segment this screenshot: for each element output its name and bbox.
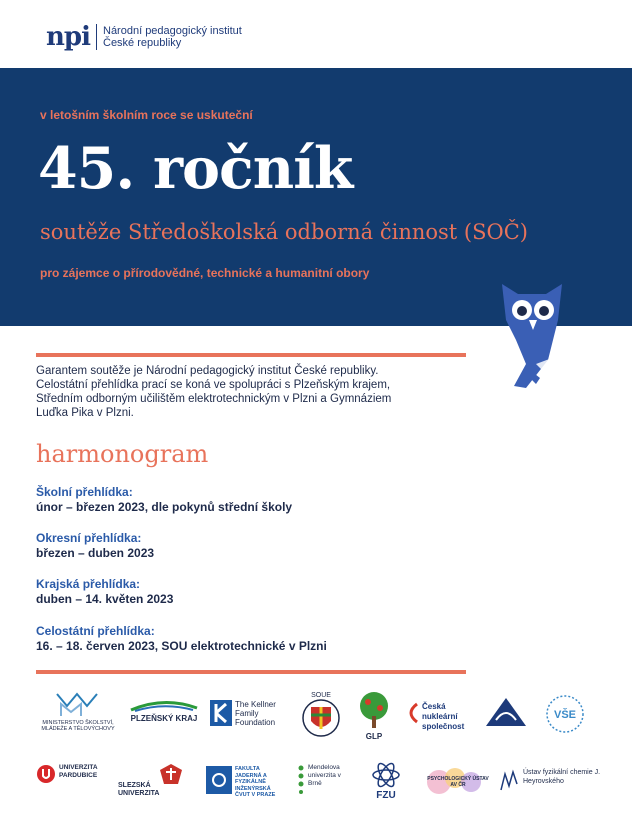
fjfi-mark-icon xyxy=(206,766,232,794)
cvut-hex-icon xyxy=(484,696,528,732)
cns-mark-icon xyxy=(405,702,419,724)
partner-logo-vse xyxy=(544,694,586,736)
partner-logo-mendel: Mendelova univerzita v Brně xyxy=(298,764,354,794)
stage-date: březen – duben 2023 xyxy=(36,546,155,560)
section-divider-top xyxy=(36,353,466,357)
partner-logo-fjfi: FAKULTA JADERNÁ A FYZIKÁLNĚ INŽENÝRSKÁ ČVUT V PRAZE xyxy=(206,766,284,799)
hero-subtitle: soutěže Středoškolská odborná činnost (SOČ) xyxy=(40,220,528,244)
stage-label: Školní přehlídka: xyxy=(36,485,133,499)
partner-logo-msmt: MINISTERSTVO ŠKOLSTVÍ, MLÁDEŽE A TĚLOVÝCHOVY xyxy=(36,692,120,732)
institute-line-2: České republiky xyxy=(103,37,182,49)
soue-crest-icon xyxy=(299,699,343,737)
institute-line-1: Národní pedagogický institut xyxy=(103,25,242,37)
partner-logo-fzu: FZU xyxy=(368,762,404,801)
hero-title: 45. ročník xyxy=(38,135,353,202)
stage-regional xyxy=(36,577,456,607)
stage-district xyxy=(36,531,456,561)
plzen-swoosh-icon xyxy=(129,700,199,712)
stage-label: Krajská přehlídka: xyxy=(36,577,141,591)
section-divider-bottom xyxy=(36,670,466,674)
partner-logo-upce: UNIVERZITA PARDUBICE xyxy=(36,764,106,784)
partner-logo-kellner: The Kellner Family Foundation xyxy=(210,700,286,727)
intro-line: Středním odborným učilištěm elektrotechnickým v Plzni a Gymnáziem xyxy=(36,393,392,405)
harmonogram-heading: harmonogram xyxy=(36,440,209,468)
upce-mark-icon xyxy=(36,764,56,784)
institute-name xyxy=(103,25,242,49)
intro-line: Garantem soutěže je Národní pedagogický institut České republiky. xyxy=(36,365,379,377)
svg-text:VŠE: VŠE xyxy=(553,709,577,721)
stage-date: únor – březen 2023, dle pokynů střední školy xyxy=(36,500,293,514)
kellner-mark-icon xyxy=(210,700,232,726)
partner-logo-uh: Ústav fyzikální chemie J. Heyrovského xyxy=(500,768,604,794)
partner-logo-glp: GLP xyxy=(354,690,394,741)
stage-school xyxy=(36,485,456,515)
vse-seal-icon xyxy=(545,694,585,734)
hero-audience: pro zájemce o přírodovědné, technické a humanitní obory xyxy=(40,266,370,280)
stage-date: 16. – 18. červen 2023, SOU elektrotechnické v Plzni xyxy=(36,639,327,653)
tree-icon xyxy=(356,690,392,730)
partner-logo-psych: PSYCHOLOGICKÝ ÚSTAV AV ČR xyxy=(420,764,492,798)
uh-wave-icon xyxy=(500,768,520,794)
stage-label: Okresní přehlídka: xyxy=(36,531,142,545)
logo-divider xyxy=(96,24,97,50)
partner-logo-soue: SOUE xyxy=(298,692,344,739)
intro-line: Luďka Pika v Plzni. xyxy=(36,407,134,419)
stage-national xyxy=(36,624,456,654)
npi-logo: npi xyxy=(46,22,90,52)
stage-date: duben – 14. květen 2023 xyxy=(36,592,174,606)
partner-logo-plzensky-kraj: PLZEŇSKÝ KRAJ xyxy=(128,700,200,723)
intro-line: Celostátní přehlídka prací se koná ve spolupráci s Plzeňským krajem, xyxy=(36,379,391,391)
intro-paragraph xyxy=(36,364,466,420)
page-header xyxy=(0,0,632,68)
msmt-mark-icon xyxy=(55,692,101,718)
mendel-dots-icon xyxy=(298,764,304,794)
fzu-atom-icon xyxy=(371,762,401,788)
stage-label: Celostátní přehlídka: xyxy=(36,624,155,638)
hero-kicker: v letošním školním roce se uskuteční xyxy=(40,108,253,122)
owl-mascot-icon xyxy=(496,280,568,392)
partner-logo-cns: Česká nukleární společnost xyxy=(405,702,479,732)
